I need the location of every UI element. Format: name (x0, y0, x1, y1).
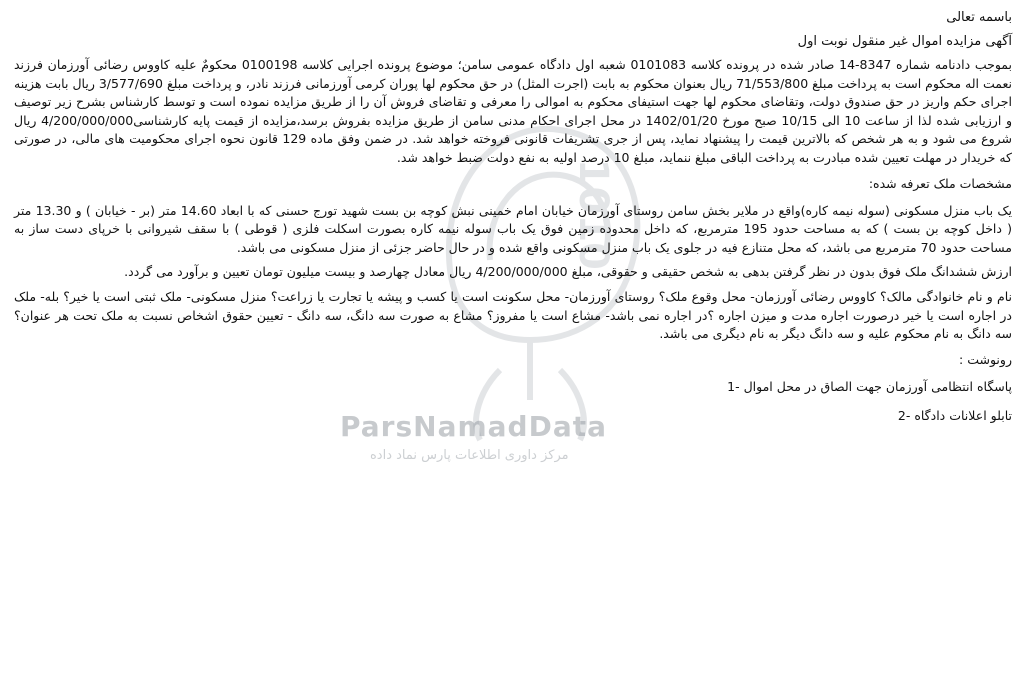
intro-paragraph: بموجب دادنامه شماره 8347-14 صادر شده در پرونده کلاسه 0101083 شعبه اول دادگاه عمومی سامن؛ موضوع پرونده اجرایی کلاسه 0100198 محکومٌ علیه کاووس رضائی آورزمان فرزند نعمت اله محکوم است به پرداخت مبلغ 71/553/800 ریال بعنوان محکوم به بابت (اجرت المثل) در حق محکوم لها پوران کرمی آورزمانی فرزند نادر، و پرداخت مبلغ 3/577/690 ریال بابت هزینه اجرای حکم واریز در حق صندوق دولت، وتقاضای محکوم لها جهت استیفای محکوم به اموالی را معرفی و تقاضای فروش آن را از طریق مزایده نموده است و توسط کارشناس بشرح زیر توصیف و ارزیابی شده لذا از ساعت 10 الی 10/15 صبح مورخ 1402/01/20 در محل اجرای احکام مدنی سامن از طریق مزایده بفروش برسد،مزایده از قیمت پایه کارشناسی4/200/000/000 ریال شروع می شود و به هر شخص که بالاترین قیمت را پیشنهاد نماید، پس از جری تشریفات قانونی فروخته خواهد شد. در ضمن وفق ماده 129 قانون نحوه اجرای محکومیت های مالی، در صورتی که خریدار در مهلت تعیین شده مبادرت به پرداخت الباقی مبلغ ننماید، مبلغ 10 درصد اولیه به نفع دولت ضبط خواهد شد. (14, 57, 1013, 165)
property-section-title: مشخصات ملک تعرفه شده: (868, 175, 1012, 191)
watermark-brand: ParsNamadData (340, 410, 607, 443)
owner-paragraph: نام و نام خانوادگی مالک؟ کاووس رضائی آورزمان- محل وقوع ملک؟ روستای آورزمان- محل سکونت است یا کسب و پیشه یا تجارت یا زراعت؟ منزل مسکونی- ملک ثبتی است یا خیر؟ بله- ملک در اجاره است یا خیر درصورت اجاره مدت و میزن اجاره ؟در اجاره نمی باشد- مشاع است یا مفروز؟ مشاع به صورت سه دانگ، سه دانگ - تعیین حقوق اشخاص نسبت به ملک تحت هر عنوان؟ سه دانگ به نام محکوم علیه و سه دانگ دیگر به نام دیگری می باشد. (14, 288, 1012, 342)
property-description: یک باب منزل مسکونی (سوله نیمه کاره)واقع در ملایر بخش سامن روستای آورزمان خیابان امام خمینی نبش کوچه بن بست شهید تورج حسنی که با ابعاد 14.60 متر (بر - خیابان ) و 13.30 متر ( داخل کوچه بن بست ) که به مساحت حدود 195 مترمربع، که داخل محدوده زمین فوق یک باب سوله نیمه کاره بصورت اسکلت فلزی ( قوطی ) با سقف شیروانی با خرپای دست ساز به مساحت حدود 70 مترمربع می باشد، که محل متنازع فیه در جلوی یک باب منزل مسکونی واقع شده و در حال حاضر جزئی از منزل مسکونی می باشد. (14, 202, 1012, 255)
cc-item: پاسگاه انتظامی آورزمان جهت الصاق در محل اموال -1 (727, 378, 1012, 394)
watermark-seal-year: 1010 (570, 158, 616, 270)
notice-title: آگهی مزایده اموال غیر منقول نوبت اول (797, 34, 1012, 49)
invocation: باسمه تعالی (946, 10, 1012, 25)
watermark-subtitle: مرکز داوری اطلاعات پارس نماد داده (370, 448, 569, 463)
cc-title: رونوشت : (959, 351, 1012, 367)
cc-item: تابلو اعلانات دادگاه -2 (897, 407, 1012, 423)
valuation-paragraph: ارزش ششدانگ ملک فوق بدون در نظر گرفتن بدهی به شخص حقیقی و حقوقی، مبلغ 4/200/000/000 ریال معادل چهارصد و بیست میلیون تومان تعیین و برآورد می گردد. (124, 264, 1012, 280)
